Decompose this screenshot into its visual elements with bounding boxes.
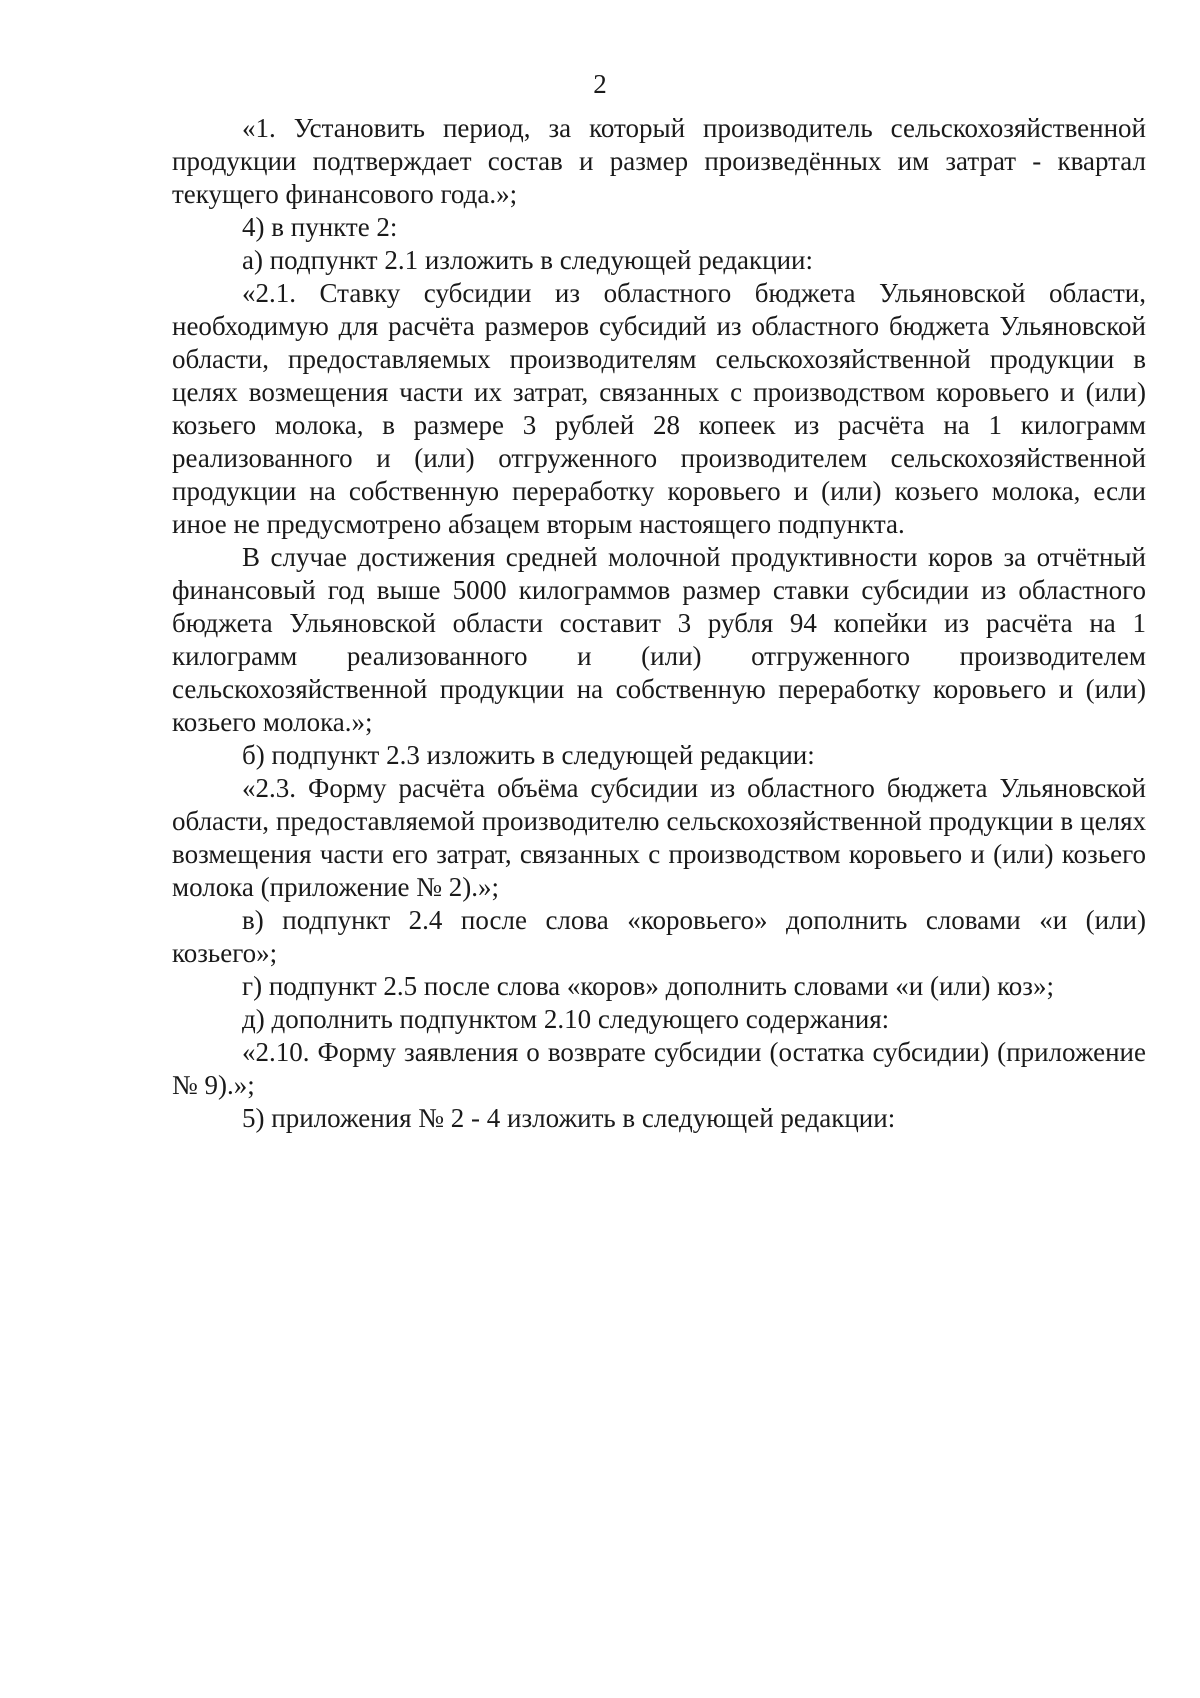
paragraph-subitem-a: а) подпункт 2.1 изложить в следующей редакции: bbox=[242, 245, 814, 275]
paragraph-2-3-form: «2.3. Форму расчёта объёма субсидии из областного бюджета Ульяновской области, предоставляемой производителю сельскохозяйственной продукции в целях возмещения части его затрат, связанных с производством коровьего и (или) козьего молока (приложение № 2).»; bbox=[172, 773, 1146, 902]
document-body bbox=[172, 112, 1146, 1135]
paragraph-subitem-v: в) подпункт 2.4 после слова «коровьего» дополнить словами «и (или) козьего»; bbox=[172, 905, 1146, 968]
paragraph-period: «1. Установить период, за который производитель сельскохозяйственной продукции подтверждает состав и размер произведённых им затрат - квартал текущего финансового года.»; bbox=[172, 113, 1146, 209]
paragraph-subitem-d: д) дополнить подпунктом 2.10 следующего содержания: bbox=[242, 1004, 890, 1034]
paragraph-item-4: 4) в пункте 2: bbox=[242, 212, 398, 242]
paragraph-subitem-g: г) подпункт 2.5 после слова «коров» дополнить словами «и (или) коз»; bbox=[242, 971, 1054, 1001]
page-number: 2 bbox=[593, 69, 607, 99]
paragraph-item-5: 5) приложения № 2 - 4 изложить в следующей редакции: bbox=[242, 1103, 896, 1133]
paragraph-productivity: В случае достижения средней молочной продуктивности коров за отчётный финансовый год выше 5000 килограммов размер ставки субсидии из областного бюджета Ульяновской области составит 3 рубля 94 копейки из расчёта на 1 килограмм реализованного и (или) отгруженного производителем сельскохозяйственной продукции на собственную переработку коровьего и (или) козьего молока.»; bbox=[172, 542, 1146, 737]
paragraph-subitem-b: б) подпункт 2.3 изложить в следующей редакции: bbox=[242, 740, 815, 770]
paragraph-2-10-form: «2.10. Форму заявления о возврате субсидии (остатка субсидии) (приложение № 9).»; bbox=[172, 1037, 1146, 1100]
paragraph-2-1-rate: «2.1. Ставку субсидии из областного бюджета Ульяновской области, необходимую для расчёта размеров субсидий из областного бюджета Ульяновской области, предоставляемых производителям сельскохозяйственной продукции в целях возмещения части их затрат, связанных с производством коровьего и (или) козьего молока, в размере 3 рублей 28 копеек из расчёта на 1 килограмм реализованного и (или) отгруженного производителем сельскохозяйственной продукции на собственную переработку коровьего и (или) козьего молока, если иное не предусмотрено абзацем вторым настоящего подпункта. bbox=[172, 278, 1146, 539]
